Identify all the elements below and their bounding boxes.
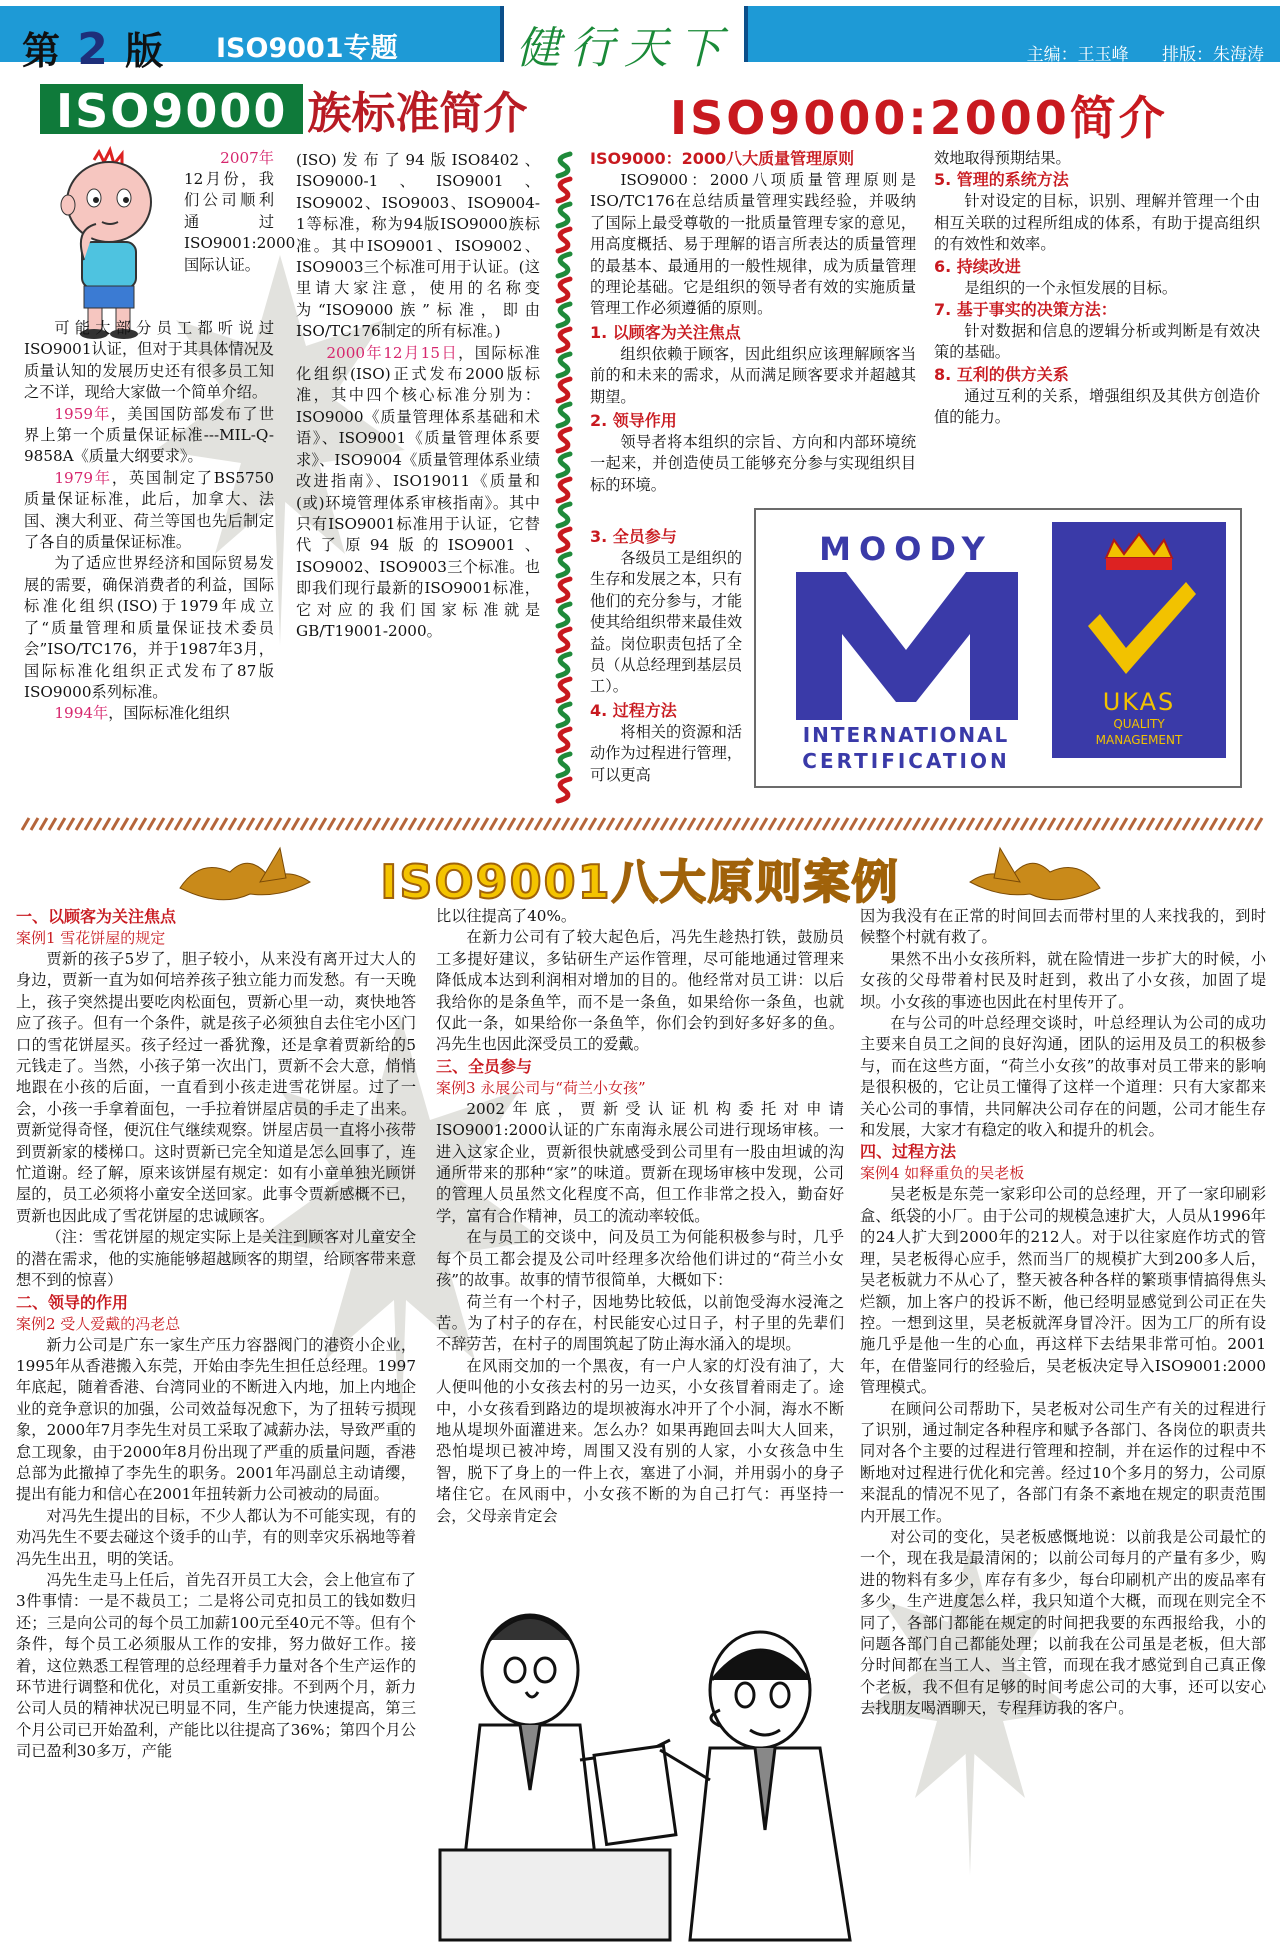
principle-6-text: 是组织的一个永恒发展的目标。: [964, 278, 1178, 297]
principle-7-title: 7. 基于事实的决策方法：: [934, 300, 1117, 320]
divider-stripe: [418, 818, 425, 830]
principle-5-text: 针对设定的目标，识别、理解并管理一个由相互关联的过程所组成的体系，有助于提高组织的有效性和效率。: [934, 192, 1260, 254]
divider-stripe: [256, 818, 263, 830]
principles-col4: [934, 148, 1260, 429]
masthead-title: 健行天下: [516, 23, 732, 74]
principle-1-title: 1. 以顾客为关注焦点: [590, 322, 741, 342]
divider-stripe: [364, 818, 371, 830]
scroll-hook: [558, 454, 570, 476]
divider-stripe: [301, 818, 308, 830]
scroll-hook: [558, 304, 570, 326]
scroll-hook: [558, 379, 570, 401]
divider-stripe: [544, 818, 551, 830]
case2-p2: 对冯先生提出的目标，不少人都认为不可能实现，有的劝冯先生不要去碰这个烫手的山芋，有的则幸灾乐祸地等着冯先生出丑，明的笑话。: [16, 1506, 416, 1568]
divider-stripe: [76, 818, 83, 830]
principle-6-title: 6. 持续改进: [934, 256, 1021, 276]
divider-stripe: [1156, 818, 1163, 830]
divider-stripe: [823, 818, 830, 830]
intro-col1-top: [184, 148, 274, 169]
ukas-text: UKAS: [1102, 688, 1176, 716]
case3-p2: 在与员工的交谈中，问及员工为何能积极参与时，几乎每个员工都会提及公司叶经理多次给他们讲过的“荷兰小女孩”的故事。故事的情节很简单，大概如下：: [436, 1228, 844, 1290]
principle-8-title: 8. 互利的供方关系: [934, 364, 1069, 384]
topic-label: ISO9001专题: [216, 33, 398, 64]
case1-title: 案例1 雪花饼屋的规定: [16, 929, 166, 947]
case2-title: 案例2 受人爱戴的冯老总: [16, 1314, 181, 1333]
page-header: [0, 0, 1280, 75]
intro-p4: ，英国制定了BS5750质量保证标准，此后，加拿大、法国、澳大利亚、荷兰等国也先后制定了各自的质量保证标准。: [24, 468, 275, 552]
divider-stripe: [94, 818, 101, 830]
scroll-hook: [558, 629, 570, 651]
divider-stripe: [1120, 818, 1127, 830]
divider-stripe: [931, 818, 938, 830]
scroll-hook: [558, 679, 570, 701]
divider-stripe: [1093, 818, 1100, 830]
intro-p2: 可能大部分员工都听说过ISO9001认证，但对于其具体情况及质量认知的发展历史还有很多员工知之不详，现给大家做一个简单介绍。: [24, 319, 274, 402]
divider-stripe: [499, 818, 506, 830]
case4-p2: 在顾问公司帮助下，吴老板对公司生产有关的过程进行了识别，通过制定各种程序和赋予各部门、各岗位的职责共同对各个主要的过程进行管理和控制，并在运作的过程中不断地对过程进行优化和完善。经过10个多月的努力，公司原来混乱的情况不见了，各部门有条不紊地在规定的职责范围内开展工作。: [860, 1399, 1266, 1525]
divider-stripe: [400, 818, 407, 830]
divider-stripe: [742, 818, 749, 830]
divider-stripe: [1246, 818, 1253, 830]
divider-stripe: [238, 818, 245, 830]
divider-stripe: [751, 818, 758, 830]
divider-stripe: [877, 818, 884, 830]
divider-stripe: [220, 818, 227, 830]
principle-5-title: 5. 管理的系统方法: [934, 170, 1069, 190]
divider-stripe: [382, 818, 389, 830]
divider-stripe: [994, 818, 1001, 830]
divider-stripe: [985, 818, 992, 830]
moody-text: MOODY: [819, 530, 993, 568]
divider-stripe: [769, 818, 776, 830]
divider-stripe: [625, 818, 632, 830]
scroll-hook: [558, 204, 570, 226]
divider-stripe: [940, 818, 947, 830]
divider-stripe: [148, 818, 155, 830]
divider-stripe: [1210, 818, 1217, 830]
divider-stripe: [265, 818, 272, 830]
divider-stripe: [580, 818, 587, 830]
divider-stripe: [49, 818, 56, 830]
divider-stripe: [553, 818, 560, 830]
intro-p5: 为了适应世界经济和国际贸易发展的需要，确保消费者的利益，国际标准化组织(ISO)于1979年成立了“质量管理和质量保证技术委员会”ISO/TC176，并于1987年3月，国际标准化组织正式发布了87版ISO9000系列标准。: [24, 554, 274, 701]
divider-stripe: [436, 818, 443, 830]
certification-text: CERTIFICATION: [802, 749, 1010, 773]
intro-p3: ，美国国防部发布了世界上第一个质量保证标准---MIL-Q-9858A《质量大纲要求》。: [24, 404, 275, 466]
divider-stripe: [688, 818, 695, 830]
principle-4-title: 4. 过程方法: [590, 700, 677, 720]
scroll-hook: [558, 729, 570, 751]
case2-p5: 在新力公司有了较大起色后，冯先生趁热打铁，鼓励员工多提好建议，多钻研生产运作管理，尽可能地通过管理来降低成本达到利润相对增加的目的。他经常对员工讲：以后我给你的是条鱼竿，而不是一条鱼，如果给你一条鱼，也就仅此一条，如果给你一条鱼竿，你们会钓到好多好多的鱼。冯先生也因此深受员工的爱戴。: [436, 928, 844, 1054]
case3-p4: 在风雨交加的一个黑夜，有一户人家的灯没有油了，大人便叫他的小女孩去村的另一边买，小女孩冒着雨走了。途中，小女孩看到路边的堤坝被海水冲开了个小洞，海水不断地从堤坝外面灌进来。怎么办？如果再跑回去叫大人回来，恐怕堤坝已被冲垮，周围又没有别的人家，小女孩急中生智，脱下了身上的一件上衣，塞进了小洞，并用弱小的身子堵住它。在风雨中，小女孩不断的为自己打气：再坚持一会，父母亲肯定会: [436, 1356, 844, 1525]
divider-stripe: [373, 818, 380, 830]
year-1979: 1979年: [54, 468, 112, 487]
divider-stripe: [1012, 818, 1019, 830]
intro-col2: [296, 150, 540, 642]
scroll-hook: [558, 779, 570, 801]
divider-stripe: [1192, 818, 1199, 830]
divider-stripe: [976, 818, 983, 830]
scroll-hook: [558, 354, 570, 376]
divider-stripe: [562, 818, 569, 830]
scroll-hook: [558, 654, 570, 676]
divider-stripe: [463, 818, 470, 830]
divider-stripe: [292, 818, 299, 830]
divider-stripe: [247, 818, 254, 830]
divider-stripe: [652, 818, 659, 830]
case2-section: 二、领导的作用: [16, 1292, 129, 1312]
scroll-hook: [558, 554, 570, 576]
scroll-hook: [558, 229, 570, 251]
principles-col4-lead: 效地取得预期结果。: [934, 149, 1071, 167]
divider-stripe: [103, 818, 110, 830]
divider-stripe: [1066, 818, 1073, 830]
scroll-hook: [558, 404, 570, 426]
divider-stripe: [130, 818, 137, 830]
certification-logos: [754, 508, 1242, 788]
divider-stripe: [535, 818, 542, 830]
intro-col1-narrow: [184, 169, 296, 319]
scroll-hook: [558, 179, 570, 201]
divider-stripe: [67, 818, 74, 830]
scroll-hook: [558, 754, 570, 776]
scroll-hook: [558, 704, 570, 726]
divider-stripe: [193, 818, 200, 830]
case3-p6: 果然不出小女孩所料，就在险情进一步扩大的时候，小女孩的父母带着村民及时赶到，救出了小女孩，加固了堤坝。小女孩的事迹也因此在村里传开了。: [860, 949, 1266, 1011]
divider-stripe: [814, 818, 821, 830]
divider-stripe: [571, 818, 578, 830]
office-cartoon-illustration: [420, 1600, 860, 1940]
case4-p3: 对公司的变化，吴老板感慨地说：以前我是公司最忙的一个，现在我是最清闲的；以前公司每月的产量有多少，购进的物料有多少，库存有多少，每台印刷机产出的废品率有多少，生产进度怎么样，我只知道个大概，而现在则完全不同了，各部门都能在规定的时间把我要的东西报给我，小的问题各部门自己都能处理；以前我在公司虽是老板，但大部分时间都在当工人、当主管，而现在我才感觉到自己真正像个老板，我不但有足够的时间考虑公司的大事，还可以安心去找朋友喝酒聊天，专程拜访我的客户。: [860, 1527, 1266, 1718]
intro-p1: 12月份，我们公司顺利通过ISO9001:2000国际认证。: [184, 170, 296, 274]
divider-stripe: [679, 818, 686, 830]
case4-p1: 吴老板是东莞一家彩印公司的总经理，开了一家印刷彩盒、纸袋的小厂。由于公司的规模急速扩大，人员从1996年的24人扩大到2000年的212人。对于以往家庭作坊式的管理，吴老板得心应手，然而当厂的规模扩大到200多人后，吴老板就力不从心了，整天被各种各样的繁琐事情搞得焦头烂额，加上客户的投诉不断，他已经明显感觉到公司正在失控。一想到这里，吴老板就浑身冒冷汗。因为工厂的所有设施几乎是他一生的心血，再这样下去结果非常可怕。2001年，在借鉴同行的经验后，吴老板决定导入ISO9001:2000管理模式。: [860, 1185, 1266, 1397]
divider-stripe: [526, 818, 533, 830]
divider-stripe: [472, 818, 479, 830]
principles-col3-narrow: [590, 526, 742, 786]
divider-stripe: [481, 818, 488, 830]
cases-col1: [16, 906, 416, 1763]
divider-stripe: [157, 818, 164, 830]
scroll-hook: [558, 529, 570, 551]
divider-stripe: [1183, 818, 1190, 830]
divider-stripe: [310, 818, 317, 830]
divider-stripe: [913, 818, 920, 830]
edition-number: 2: [77, 24, 110, 75]
divider-stripe: [1228, 818, 1235, 830]
divider-stripe: [589, 818, 596, 830]
divider-stripe: [1003, 818, 1010, 830]
divider-stripe: [616, 818, 623, 830]
divider-stripe: [760, 818, 767, 830]
divider-stripe: [1084, 818, 1091, 830]
case1-p1: 贾新的孩子5岁了，胆子较小，从来没有离开过大人的身边，贾新一直为如何培养孩子独立能力而发愁。有一天晚上，孩子突然提出要吃肉松面包，贾新心里一动，爽快地答应了孩子。但有一个条件，就是孩子必须独自去住宅小区门口的雪花饼屋买。孩子经过一番犹豫，还是拿着贾新给的5元钱走了。当然，小孩子第一次出门，贾新不会大意，悄悄地跟在小孩的后面，一直看到小孩走进雪花饼屋。过了一会，小孩一手拿着面包，一手拉着饼屋店员的手走了出来。贾新觉得奇怪，便沉住气继续观察。饼屋店员一直将小孩带到贾新家的楼梯口。这时贾新已完全知道是怎么回事了，连忙道谢。经了解，原来该饼屋有规定：如有小童单独光顾饼屋的，员工必须将小童安全送回家。此事令贾新感概不已，贾新也因此成了雪花饼屋的忠诚顾客。: [16, 950, 416, 1225]
divider-stripe: [283, 818, 290, 830]
divider-stripe: [1219, 818, 1226, 830]
principle-1-text: 组织依赖于顾客，因此组织应该理解顾客当前的和未来的需求，从而满足顾客要求并超越其期望。: [590, 344, 916, 406]
divider-stripe: [841, 818, 848, 830]
divider-stripe: [868, 818, 875, 830]
divider-stripe: [1048, 818, 1055, 830]
divider-stripe: [112, 818, 119, 830]
edition-suffix: 版: [125, 29, 166, 73]
principle-4-text: 将相关的资源和活动作为过程进行管理，可以更高: [590, 722, 742, 784]
divider-stripe: [184, 818, 191, 830]
divider-stripe: [643, 818, 650, 830]
year-1959: 1959年: [54, 404, 111, 423]
divider-stripe: [607, 818, 614, 830]
divider-stripe: [121, 818, 128, 830]
divider-stripe: [31, 818, 38, 830]
divider-stripe: [697, 818, 704, 830]
principle-3-title: 3. 全员参与: [590, 527, 677, 546]
layout-editor: 排版：朱海涛: [1162, 45, 1264, 65]
case1-p2: （注：雪花饼屋的规定实际上是关注到顾客对儿童安全的潜在需求，他的实施能够超越顾客的期望，给顾客带来意想不到的惊喜）: [16, 1228, 416, 1290]
divider-stripe: [661, 818, 668, 830]
divider-stripe: [1030, 818, 1037, 830]
divider-stripe: [517, 818, 524, 830]
divider-stripe: [445, 818, 452, 830]
title-box: ISO9000: [40, 84, 303, 134]
divider-stripe: [346, 818, 353, 830]
case3-p1: 2002年底，贾新受认证机构委托对申请ISO9001:2000认证的广东南海永展公司进行现场审核。一进入这家企业，贾新很快就感受到公司里有一股由坦诚的沟通所带来的那种“家”的味道。贾新在现场审核中发现，公司的管理人员虽然文化程度不高，但工作非常之投入，勤奋好学，富有合作精神，员工的流动率较低。: [436, 1099, 844, 1225]
divider-stripe: [1102, 818, 1109, 830]
cases-banner-title: ISO9001八大原则案例: [380, 855, 900, 909]
divider-stripe: [724, 818, 731, 830]
scroll-hook: [558, 429, 570, 451]
divider-stripe: [1138, 818, 1145, 830]
cases-col3: [860, 906, 1266, 1720]
divider-stripe: [949, 818, 956, 830]
divider-stripe: [958, 818, 965, 830]
quality-text: QUALITY: [1113, 717, 1165, 731]
edition-label: [22, 20, 165, 75]
divider-stripe: [409, 818, 416, 830]
divider-stripe: [1147, 818, 1154, 830]
year-1994: 1994年: [54, 704, 109, 723]
divider-stripe: [202, 818, 209, 830]
scroll-hook: [558, 254, 570, 276]
case3-section: 三、全员参与: [436, 1056, 533, 1076]
intro-col2-p1: (ISO)发布了94版ISO8402、ISO9000-1、ISO9001、ISO9002、ISO9003、ISO9004-1等标准，称为94版ISO9000族标准。其中ISO9001、ISO9002、ISO9003三个标准可用于认证。(这里请大家注意，使用的名称变为“ISO9000族”标准，即由ISO/TC176制定的所有标准。): [296, 151, 540, 341]
divider-stripe: [427, 818, 434, 830]
case1-section: 一、以顾客为关注焦点: [16, 907, 177, 926]
international-text: INTERNATIONAL: [802, 723, 1010, 747]
divider-stripe: [40, 818, 47, 830]
divider-stripe: [886, 818, 893, 830]
principles-intro: ISO9000：2000八项质量管理原则是ISO/TC176在总结质量管理实践经验，并吸纳了国际上最受尊敬的一批质量管理专家的意见，用高度概括、易于理解的语言所表达的质量管理的最基本、最通用的一般性规律，成为质量管理的理论基础。它是组织的领导者有效的实施质量管理工作必须遵循的原则。: [590, 171, 916, 318]
divider-stripe: [391, 818, 398, 830]
divider-stripe: [805, 818, 812, 830]
divider-stripe: [1165, 818, 1172, 830]
case2-p4: 比以往提高了40%。: [436, 907, 577, 925]
divider-stripe: [778, 818, 785, 830]
divider-stripe: [1174, 818, 1181, 830]
case3-p3: 荷兰有一个村子，因地势比较低，以前饱受海水浸淹之苦。为了村子的存在，村民能安心过日子，村子里的先辈们不辞劳苦，在村子的周围筑起了防止海水涌入的堤坝。: [436, 1292, 844, 1354]
divider-stripe: [139, 818, 146, 830]
iso9000-2000-title: ISO9000:2000简介: [670, 91, 1168, 145]
divider-stripe: [274, 818, 281, 830]
iso9000-family-title: [40, 84, 528, 139]
intro-col2-p2: ，国际标准化组织(ISO)正式发布2000版标准，其中四个核心标准分别为：ISO9000《质量管理体系基础和术语》、ISO9001《质量管理体系要求》、ISO9004《质量管理体系业绩改进指南》、ISO19011《质量和(或)环境管理体系审核指南》。其中只有ISO9001标准用于认证，它替代了原94版的ISO9001、ISO9002、ISO9003三个标准。也即我们现行最新的ISO9001标准，它对应的我们国家标准就是GB/T19001-2000。: [296, 343, 540, 640]
divider-stripe: [922, 818, 929, 830]
principle-8-text: 通过互利的关系，增强组织及其供方创造价值的能力。: [934, 386, 1260, 427]
scroll-hook: [558, 329, 570, 351]
divider-stripe: [328, 818, 335, 830]
divider-stripe: [175, 818, 182, 830]
divider-stripe: [355, 818, 362, 830]
divider-stripe: [850, 818, 857, 830]
divider-stripe: [319, 818, 326, 830]
year-2007: 2007年: [220, 149, 274, 167]
divider-stripe: [634, 818, 641, 830]
divider-stripe: [1039, 818, 1046, 830]
divider-stripe: [904, 818, 911, 830]
divider-stripe: [1057, 818, 1064, 830]
principle-2-title: 2. 领导作用: [590, 411, 677, 431]
divider-stripe: [706, 818, 713, 830]
divider-stripe: [166, 818, 173, 830]
divider-stripe: [1255, 818, 1262, 830]
divider-stripe: [1075, 818, 1082, 830]
case4-title: 案例4 如释重负的吴老板: [860, 1164, 1025, 1183]
divider-stripe: [85, 818, 92, 830]
case3-p7: 在与公司的叶总经理交谈时，叶总经理认为公司的成功主要来自员工之间的良好沟通，团队的运用及员工的积极参与，而在这些方面，“荷兰小女孩”的故事对员工带来的影响是很积极的，它让员工懂得了这样一个道理：只有大家都来关心公司的事情，共同解决公司存在的问题，公司才能生存和发展，大家才有稳定的收入和提升的机会。: [860, 1014, 1266, 1140]
scroll-hook: [558, 479, 570, 501]
divider-stripe: [22, 818, 29, 830]
divider-stripe: [598, 818, 605, 830]
section-divider: [22, 818, 1258, 830]
edition-prefix: 第: [22, 29, 63, 73]
scroll-hook: [558, 504, 570, 526]
divider-stripe: [1111, 818, 1118, 830]
scroll-hook: [558, 154, 570, 176]
principles-heading: ISO9000：2000八大质量管理原则: [590, 149, 855, 168]
principles-col3: [590, 148, 916, 496]
divider-stripe: [490, 818, 497, 830]
divider-stripe: [670, 818, 677, 830]
divider-stripe: [454, 818, 461, 830]
intro-p6: ，国际标准化组织: [108, 704, 230, 723]
divider-stripe: [1129, 818, 1136, 830]
divider-stripe: [859, 818, 866, 830]
case2-p1: 新力公司是广东一家生产压力容器阀门的港资小企业，1995年从香港搬入东莞，开始由李先生担任总经理。1997年底起，随着香港、台湾同业的不断进入内地，加上内地企业的竞争意识的加强，公司效益每况愈下，为了扭转亏损现象，2000年7月李先生对员工采取了减薪办法，导致严重的怠工现象，由于2000年8月份出现了严重的质量问题，香港总部为此撤掉了李先生的职务。2001年冯副总主动请缨，提出有能力和信心在2001年扭转新力公司被动的局面。: [16, 1335, 416, 1504]
scroll-ornament: [548, 150, 582, 810]
moody-ukas-logo: [756, 510, 1240, 786]
divider-stripe: [508, 818, 515, 830]
divider-stripe: [733, 818, 740, 830]
principle-3-text: 各级员工是组织的生存和发展之本，只有他们的充分参与，才能使其给组织带来最佳效益。岗位职责包括了全员（从总经理到基层员工）。: [590, 549, 742, 696]
divider-stripe: [796, 818, 803, 830]
scroll-hook: [558, 579, 570, 601]
case4-section: 四、过程方法: [860, 1142, 957, 1162]
cartoon-kid-illustration: [44, 150, 174, 340]
principle-2-text: 领导者将本组织的宗旨、方向和内部环境统一起来，并创造使员工能够充分参与实现组织目标的环境。: [590, 433, 916, 494]
divider-stripe: [967, 818, 974, 830]
masthead-box: [500, 6, 748, 74]
divider-stripe: [58, 818, 65, 830]
divider-stripe: [211, 818, 218, 830]
scroll-hook: [558, 279, 570, 301]
case2-p3: 冯先生走马上任后，首先召开员工大会，会上他宣布了3件事情：一是不裁员工；二是将公司克扣员工的钱如数归还；三是向公司的每个员工加薪100元至40元不等。但有个条件，每个员工必须服从工作的安排，努力做好工作。接着，这位熟悉工程管理的总经理着手力量对各个生产运作的环节进行调整和优化，对员工重新安排。不到两个月，新力公司人员的精神状况已明显不同，生产能力快速提高，第三个月公司已开始盈利，产能比以往提高了36%；第四个月公司已盈利30多万，产能: [16, 1570, 416, 1761]
principle-7-text: 针对数据和信息的逻辑分析或判断是有效决策的基础。: [934, 322, 1260, 362]
divider-stripe: [715, 818, 722, 830]
chief-editor: 主编：王玉峰: [1026, 45, 1129, 65]
date-2000-12-15: 2000年12月15日: [326, 343, 459, 362]
cases-col2: [436, 906, 844, 1527]
case3-p5: 因为我没有在正常的时间回去而带村里的人来找我的，到时候整个村就有救了。: [860, 907, 1266, 947]
intro-col1-main: [24, 318, 274, 725]
divider-stripe: [832, 818, 839, 830]
divider-stripe: [1237, 818, 1244, 830]
divider-stripe: [1201, 818, 1208, 830]
scroll-hook: [558, 604, 570, 626]
divider-stripe: [895, 818, 902, 830]
divider-stripe: [1021, 818, 1028, 830]
divider-stripe: [787, 818, 794, 830]
editor-credits: [999, 40, 1264, 65]
divider-stripe: [229, 818, 236, 830]
divider-stripe: [337, 818, 344, 830]
case3-title: 案例3 永展公司与“荷兰小女孩”: [436, 1078, 646, 1097]
title-rest: 族标准简介: [307, 88, 528, 139]
management-text: MANAGEMENT: [1095, 733, 1183, 747]
